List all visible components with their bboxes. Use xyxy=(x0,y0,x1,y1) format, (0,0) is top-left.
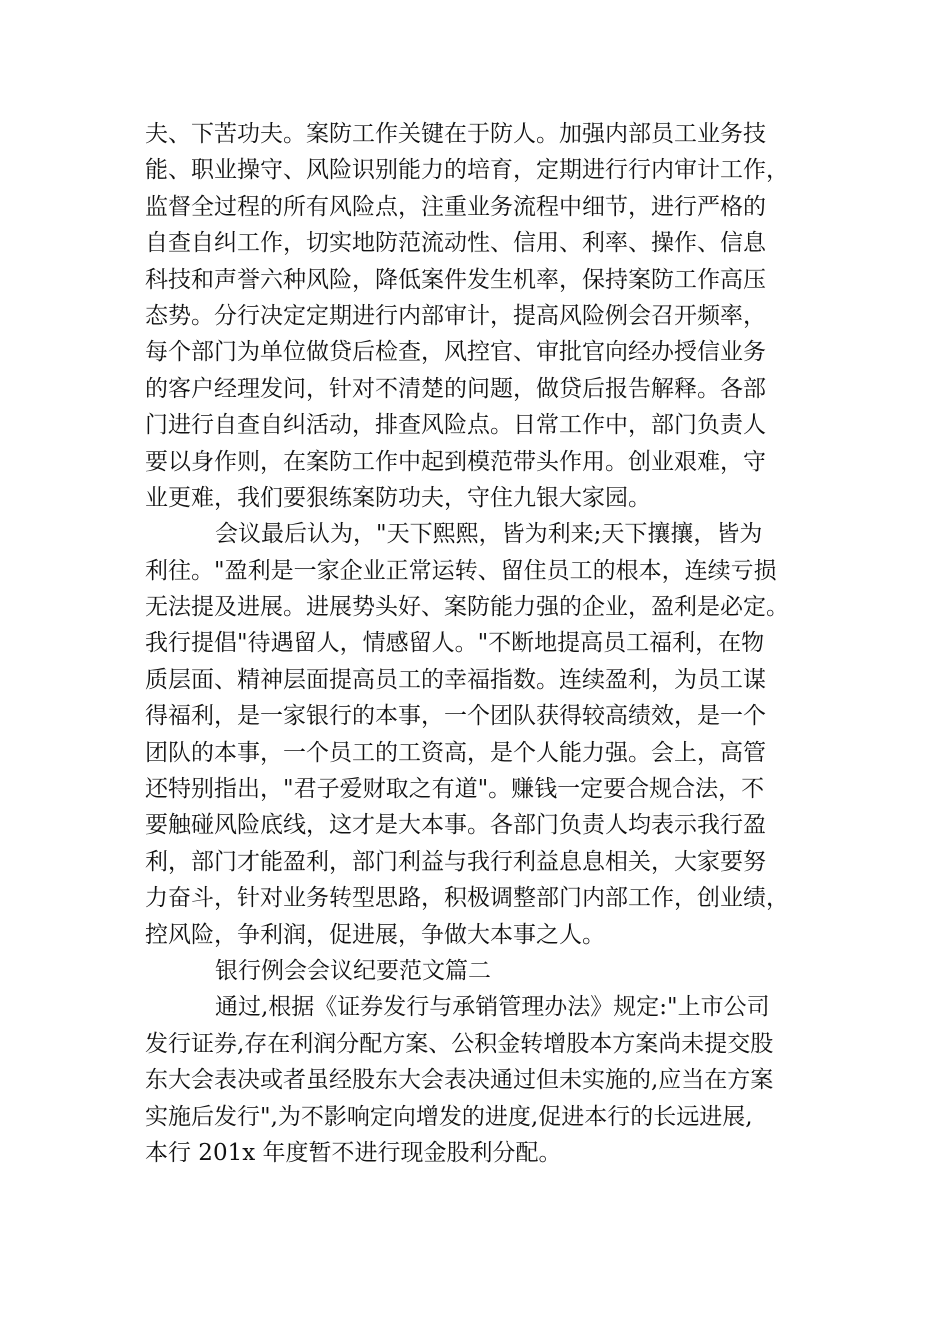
text-line: 无法提及进展。进展势头好、案防能力强的企业，盈利是必定。 xyxy=(145,594,789,621)
text-line: 科技和声誉六种风险，降低案件发生机率，保持案防工作高压 xyxy=(145,266,766,293)
document-body xyxy=(145,116,825,1171)
text-line: 业更难，我们要狠练案防功夫，守住九银大家园。 xyxy=(145,484,651,511)
text-line: 东大会表决或者虽经股东大会表决通过但未实施的,应当在方案 xyxy=(145,1067,774,1094)
text-line: 我行提倡"待遇留人，情感留人。"不断地提高员工福利，在物 xyxy=(145,630,765,657)
text-line: 得福利，是一家银行的本事，一个团队获得较高绩效，是一个 xyxy=(145,703,766,730)
text-line: 监督全过程的所有风险点，注重业务流程中细节，进行严格的 xyxy=(145,193,766,220)
text-line: 银行例会会议纪要范文篇二 xyxy=(215,957,491,984)
text-line: 还特别指出，"君子爱财取之有道"。赚钱一定要合规合法，不 xyxy=(145,776,765,803)
text-line: 态势。分行决定定期进行内部审计，提高风险例会召开频率， xyxy=(145,302,766,329)
text-line: 夫、下苦功夫。案防工作关键在于防人。加强内部员工业务技 xyxy=(145,121,766,147)
text-line: 的客户经理发问，针对不清楚的问题，做贷后报告解释。各部 xyxy=(145,375,766,402)
text-line: 自查自纠工作，切实地防范流动性、信用、利率、操作、信息 xyxy=(145,230,766,257)
text-line: 利，部门才能盈利，部门利益与我行利益息息相关，大家要努 xyxy=(145,848,766,875)
text-line: 发行证券,存在利润分配方案、公积金转增股本方案尚未提交股 xyxy=(145,1030,774,1057)
text-line: 力奋斗，针对业务转型思路，积极调整部门内部工作，创业绩， xyxy=(145,885,789,912)
text-line: 实施后发行",为不影响定向增发的进度,促进本行的长远进展, xyxy=(145,1103,753,1130)
text-line: 通过,根据《证券发行与承销管理办法》规定:"上市公司 xyxy=(215,994,770,1021)
text-line: 质层面、精神层面提高员工的幸福指数。连续盈利，为员工谋 xyxy=(145,666,766,693)
text-line: 要触碰风险底线，这才是大本事。各部门负责人均表示我行盈 xyxy=(145,812,766,839)
text-line: 会议最后认为，"天下熙熙，皆为利来;天下攘攘，皆为 xyxy=(215,521,763,548)
text-line: 本行 201x 年度暂不进行现金股利分配。 xyxy=(145,1139,562,1166)
text-line: 控风险，争利润，促进展，争做大本事之人。 xyxy=(145,921,605,948)
text-line: 能、职业操守、风险识别能力的培育，定期进行行内审计工作， xyxy=(145,157,789,184)
text-line: 每个部门为单位做贷后检查，风控官、审批官向经办授信业务 xyxy=(145,339,766,366)
text-line: 利往。"盈利是一家企业正常运转、留住员工的根本，连续亏损 xyxy=(145,557,777,584)
text-line: 团队的本事，一个员工的工资高，是个人能力强。会上，高管 xyxy=(145,739,766,766)
text-line: 要以身作则，在案防工作中起到模范带头作用。创业艰难，守 xyxy=(145,448,766,475)
text-line: 门进行自查自纠活动，排查风险点。日常工作中，部门负责人 xyxy=(145,412,766,439)
